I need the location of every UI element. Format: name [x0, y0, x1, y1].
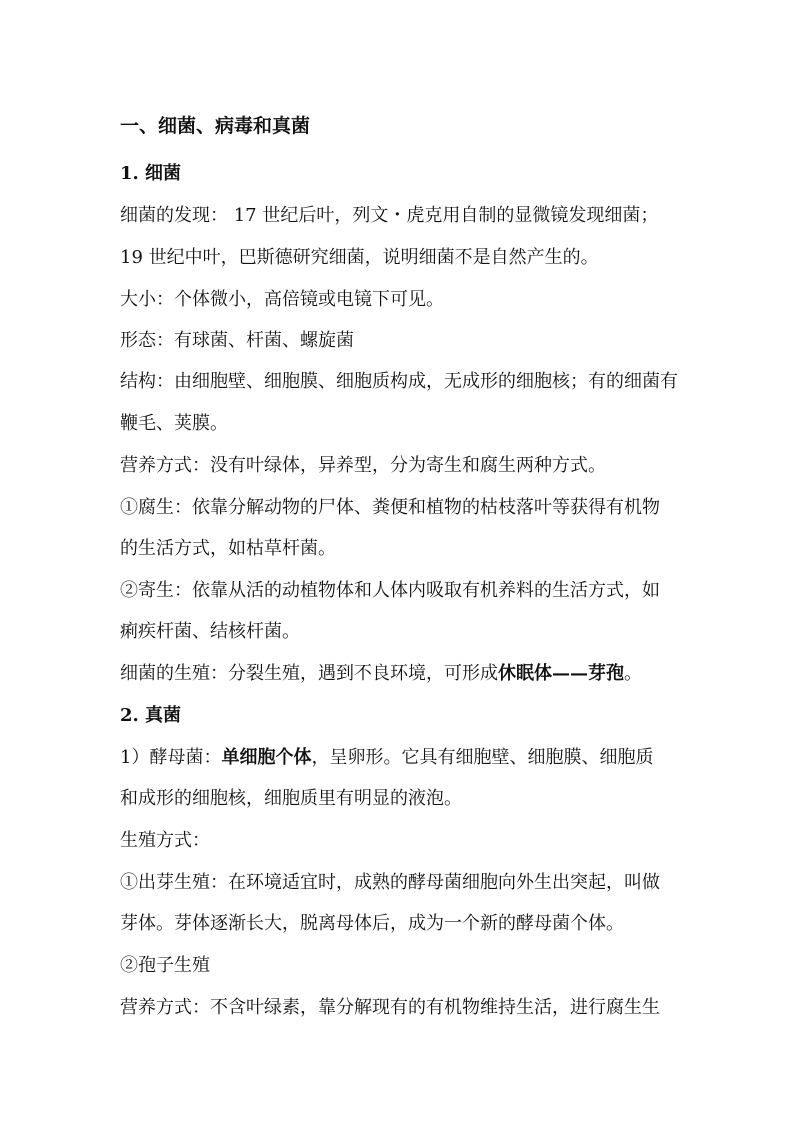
paragraph-spore: ②孢子生殖	[120, 955, 210, 976]
reproduction-end: 。	[624, 663, 642, 684]
paragraph-structure-line2: 鞭毛、荚膜。	[120, 413, 228, 434]
paragraph-shape: 形态：有球菌、杆菌、螺旋菌	[120, 330, 354, 351]
reproduction-text: 细菌的生殖：分裂生殖，遇到不良环境，可形成	[120, 663, 498, 684]
paragraph-parasitic-line1: ②寄生：依靠从活的动植物体和人体内吸取有机养料的生活方式，如	[120, 580, 660, 601]
yeast-label: 1）酵母菌：	[120, 747, 222, 768]
paragraph-nutrition: 营养方式：没有叶绿体，异养型，分为寄生和腐生两种方式。	[120, 455, 606, 476]
paragraph-budding-line1: ①出芽生殖：在环境适宜时，成熟的酵母菌细胞向外生出突起，叫做	[120, 872, 660, 893]
section-heading-fungi: 2. 真菌	[120, 705, 182, 726]
paragraph-saprophytic-line2: 的生活方式，如枯草杆菌。	[120, 538, 336, 559]
paragraph-repro-title: 生殖方式：	[120, 830, 210, 851]
paragraph-saprophytic-line1: ①腐生：依靠分解动物的尸体、粪便和植物的枯枝落叶等获得有机物	[120, 497, 660, 518]
paragraph-budding-line2: 芽体。芽体逐渐长大，脱离母体后，成为一个新的酵母菌个体。	[120, 913, 624, 934]
paragraph-fungi-nutrition: 营养方式：不含叶绿素，靠分解现有的有机物维持生活，进行腐生生	[120, 997, 660, 1018]
paragraph-size: 大小：个体微小，高倍镜或电镜下可见。	[120, 289, 444, 310]
reproduction-emphasis: 休眠体——芽孢	[498, 663, 624, 684]
yeast-emphasis: 单细胞个体	[221, 747, 312, 768]
paragraph-structure-line1: 结构：由细胞壁、细胞膜、细胞质构成，无成形的细胞核；有的细菌有	[120, 371, 678, 392]
paragraph-discovery-line2: 19 世纪中叶，巴斯德研究细菌，说明细菌不是自然产生的。	[120, 247, 599, 268]
section-heading-bacteria: 1. 细菌	[120, 163, 182, 184]
paragraph-parasitic-line2: 痢疾杆菌、结核杆菌。	[120, 621, 300, 642]
paragraph-yeast-line2: 和成形的细胞核，细胞质里有明显的液泡。	[120, 788, 462, 809]
yeast-description: ，呈卵形。它具有细胞壁、细胞膜、细胞质	[311, 747, 654, 768]
page-title: 一、细菌、病毒和真菌	[120, 115, 311, 137]
paragraph-discovery-line1: 细菌的发现： 17 世纪后叶，列文・虎克用自制的显微镜发现细菌；	[120, 205, 659, 226]
paragraph-reproduction	[120, 662, 642, 686]
paragraph-yeast-line1	[120, 746, 653, 770]
